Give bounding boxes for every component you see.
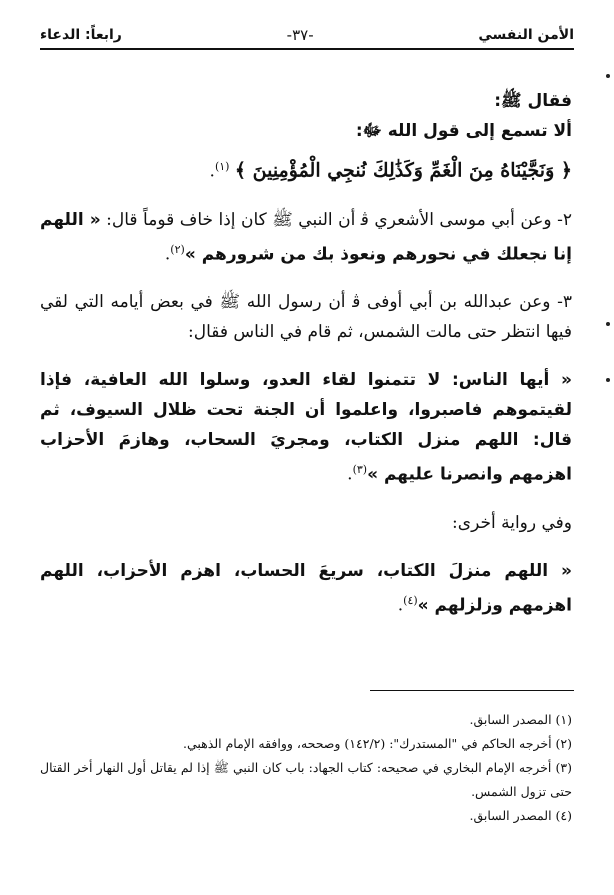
paragraph-said: فقال ﷺ: (494, 91, 572, 111)
footnote-2: (٢) أخرجه الحاكم في "المستدرك": (١٤٢/٢) وصححه، ووافقه الإمام الذهبي. (183, 736, 572, 751)
hadith-3-quote: « أيها الناس: لا تتمنوا لقاء العدو، وسلوا الله العافية، فإذا لقيتموهم فاصبروا، واعلموا أن الجنة تحت ظلال السيوف، ثم قال: اللهم منزل الكتاب، ومجريَ السحاب، وهازمَ الأحزاب اهزمهم وانصرنا عليهم » (40, 370, 572, 485)
margin-dot (606, 322, 610, 326)
hadith-4: « اللهم منزلَ الكتاب، سريعَ الحساب، اهزم الأحزاب، اللهم اهزمهم وزلزلهم »$^{(٤)}$. (40, 560, 572, 616)
header-chapter-title: رابعاً: الدعاء (40, 27, 122, 43)
hadith-3: « أيها الناس: لا تتمنوا لقاء العدو، وسلوا الله العافية، فإذا لقيتموهم فاصبروا، واعلموا أن الجنة تحت ظلال السيوف، ثم قال: اللهم منزل الكتاب، ومجريَ السحاب، وهازمَ الأحزاب اهزمهم وانصرنا عليهم »$^{(٣)}$. (40, 370, 572, 485)
hadith-4-quote: « اللهم منزلَ الكتاب، سريعَ الحساب، اهزم الأحزاب، اللهم اهزمهم وزلزلهم » (40, 560, 572, 616)
footnotes (40, 708, 572, 828)
footnote-ref-4: (٤) (403, 593, 418, 607)
footnote-divider (370, 690, 574, 691)
running-header (40, 24, 574, 46)
hadith-2-quote: « اللهم إنا نجعلك في نحورهم ونعوذ بك من شرورهم » (40, 209, 572, 265)
footnote-ref-3: (٣) (352, 463, 368, 477)
header-divider (40, 48, 574, 50)
paragraph-hear: ألا تسمع إلى قول الله ﷻ: (355, 121, 572, 141)
hadith-2-intro: ٢- وعن أبي موسى الأشعري ﭬ أن النبي ﷺ كان إذا خاف قوماً قال: (106, 209, 572, 230)
footnote-3: (٣) أخرجه الإمام البخاري في صحيحه: كتاب الجهاد: باب كان النبي ﷺ إذا لم يقاتل أول النهار أخر القتال حتى تزول الشمس. (40, 760, 572, 799)
footnote-ref-2: (٢) (170, 242, 185, 256)
footnote-ref-1: (١) (214, 160, 230, 173)
hadith-2: ٢- وعن أبي موسى الأشعري ﭬ أن النبي ﷺ كان إذا خاف قوماً قال: « اللهم إنا نجعلك في نحورهم ونعوذ بك من شرورهم »$^{(٢)}$. (40, 209, 572, 265)
page-number: -٣٧- (286, 26, 314, 44)
margin-dot (606, 378, 610, 382)
hadith-3-intro: ٣- وعن عبدالله بن أبي أوفى ﭬ أن رسول الله ﷺ في بعض أيامه التي لقي فيها انتظر حتى مالت الشمس، ثم قام في الناس فقال: (40, 292, 572, 343)
main-text (40, 86, 572, 621)
other-narration-label: وفي رواية أخرى: (452, 512, 572, 533)
margin-dot (606, 74, 610, 78)
footnote-4: (٤) المصدر السابق. (469, 808, 572, 823)
quran-verse: ﴿ وَنَجَّيْنَاهُ مِنَ الْغَمِّ وَكَذَٰلِكَ نُنجِي الْمُؤْمِنِينَ ﴾ (234, 159, 572, 182)
header-book-title: الأمن النفسي (478, 27, 574, 43)
quran-verse-line: ﴿ وَنَجَّيْنَاهُ مِنَ الْغَمِّ وَكَذَٰلِكَ نُنجِي الْمُؤْمِنِينَ ﴾ $^{(١)}$. (209, 159, 572, 182)
footnote-1: (١) المصدر السابق. (469, 712, 572, 727)
